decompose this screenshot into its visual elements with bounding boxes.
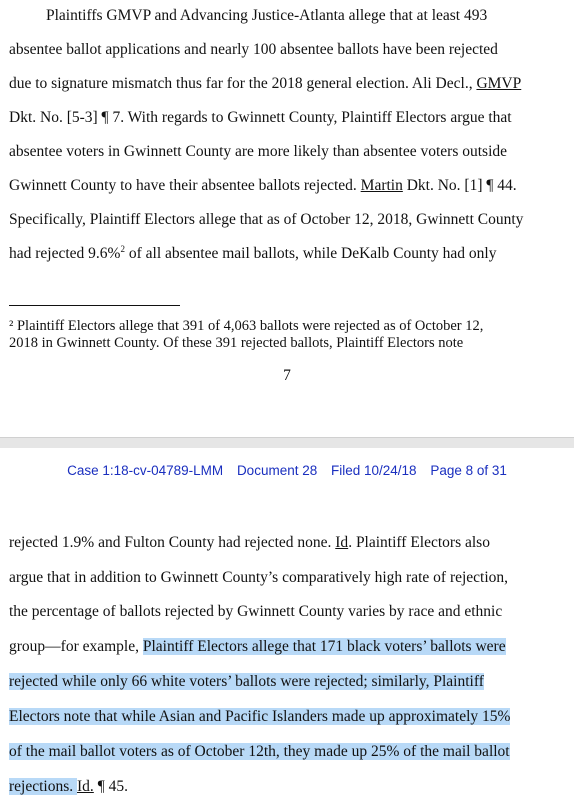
footnote-line: 2018 in Gwinnett County. Of these 391 rejected ballots, Plaintiff Electors note	[9, 335, 464, 351]
body-line: Specifically, Plaintiff Electors allege that as of October 12, 2018, Gwinnett County	[9, 211, 524, 228]
citation-gmvp: GMVP	[476, 75, 522, 92]
body-line	[9, 74, 521, 94]
highlighted-text[interactable]: Electors note that while Asian and Pacific Islanders made up approximately 15%	[9, 708, 511, 725]
body-line: absentee ballot applications and nearly 100 absentee ballots have been rejected	[9, 41, 498, 58]
body-line	[9, 777, 128, 797]
citation-id: Id.	[77, 778, 94, 795]
case-header	[0, 463, 574, 478]
body-text: had rejected 9.6%	[9, 245, 121, 262]
body-line	[9, 672, 484, 692]
page-number: 7	[283, 367, 291, 384]
body-line: the percentage of ballots rejected by Gwinnett County varies by race and ethnic	[9, 603, 503, 620]
body-text: Gwinnett County to have their absentee ballots rejected.	[9, 177, 361, 194]
body-text: due to signature mismatch thus far for the 2018 general election. Ali Decl.,	[9, 75, 477, 92]
footnote-line: ² Plaintiff Electors allege that 391 of 4,063 ballots were rejected as of October 12,	[9, 318, 484, 334]
page-indicator: Page 8 of 31	[430, 463, 507, 478]
body-line	[9, 637, 506, 657]
highlighted-text[interactable]: rejected while only 66 white voters’ ballots were rejected; similarly, Plaintiff	[9, 673, 484, 690]
body-line	[9, 176, 517, 196]
body-line	[9, 707, 510, 727]
citation-martin: Martin	[360, 177, 403, 194]
body-text: of all absentee mail ballots, while DeKalb County had only	[124, 245, 497, 262]
highlighted-text[interactable]: Plaintiff Electors allege that 171 black voters’ ballots were	[142, 638, 506, 655]
citation-id: Id	[335, 534, 349, 551]
footnote-divider	[9, 305, 180, 306]
body-line	[9, 742, 510, 762]
footnote-marker: 2	[120, 243, 125, 254]
body-line	[9, 244, 496, 264]
highlighted-text[interactable]: rejections.	[9, 778, 78, 795]
body-text: ¶ 45.	[93, 778, 128, 795]
body-line: Dkt. No. [5-3] ¶ 7. With regards to Gwinnett County, Plaintiff Electors argue that	[9, 109, 512, 126]
body-text: . Plaintiff Electors also	[348, 534, 490, 551]
filed-date: Filed 10/24/18	[331, 463, 417, 478]
body-text: rejected 1.9% and Fulton County had rejected none.	[9, 534, 336, 551]
body-line: absentee voters in Gwinnett County are more likely than absentee voters outside	[9, 143, 508, 160]
document-number: Document 28	[236, 463, 318, 478]
body-line: argue that in addition to Gwinnett County’s comparatively high rate of rejection,	[9, 569, 509, 586]
body-text: Dkt. No. [1] ¶ 44.	[402, 177, 517, 194]
body-line	[9, 533, 490, 553]
highlighted-text[interactable]: of the mail ballot voters as of October 12th, they made up 25% of the mail ballot	[9, 743, 510, 760]
body-text: group—for example,	[9, 638, 143, 655]
body-line: Plaintiffs GMVP and Advancing Justice-Atlanta allege that at least 493	[46, 7, 488, 24]
case-number: Case 1:18-cv-04789-LMM	[67, 463, 224, 478]
